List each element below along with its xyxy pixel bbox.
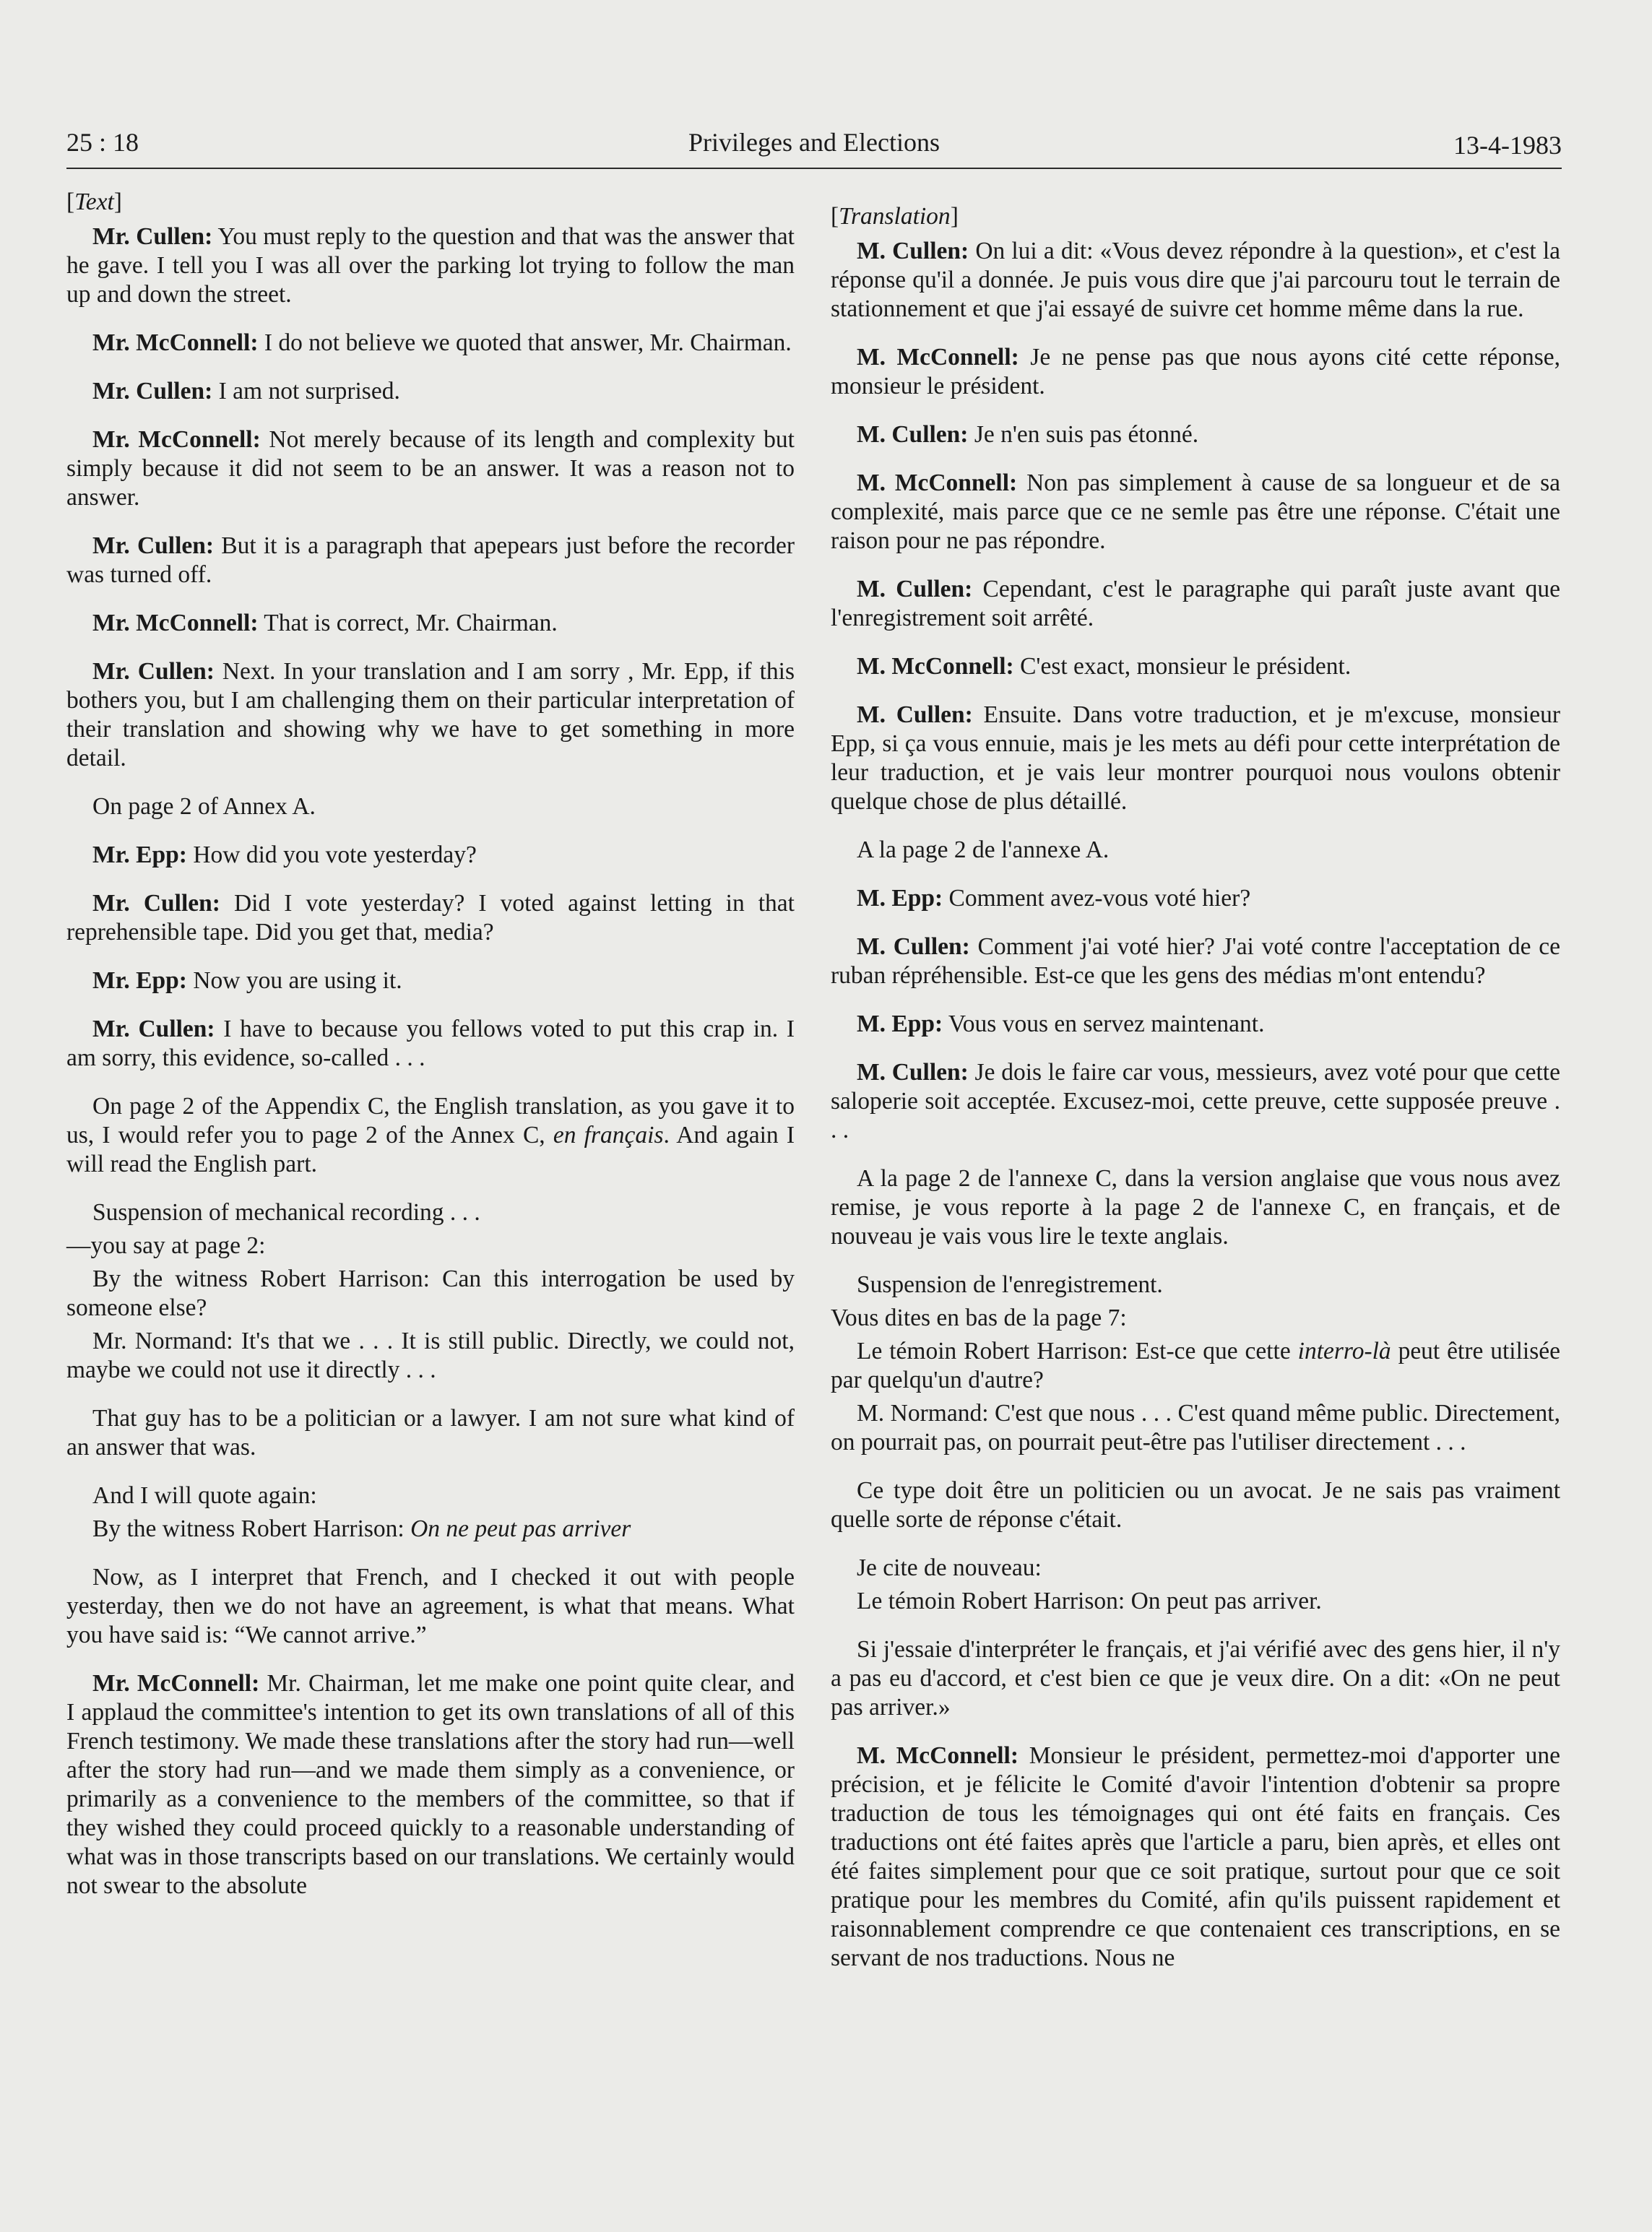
- page-reference-fr: Vous dites en bas de la page 7:: [831, 1305, 1127, 1331]
- speech-text: On page 2 of Annex A.: [92, 793, 316, 820]
- speaker-name: Mr. Epp:: [92, 842, 187, 868]
- witness-question: By the witness Robert Harrison: Can this interrogation be used by someone else?: [66, 1266, 795, 1321]
- dialogue-paragraph: [831, 420, 1560, 449]
- speech-text: I have to because you fellows voted to put this crap in. I am sorry, this evidence, so-called . . .: [66, 1016, 795, 1071]
- quote-intro-fr: Je cite de nouveau:: [857, 1554, 1042, 1581]
- speech-text: Vous vous en servez maintenant.: [943, 1011, 1265, 1037]
- left-column-english: [66, 188, 795, 1920]
- speaker-name: Mr. Cullen:: [92, 223, 213, 250]
- witness-quote: By the witness Robert Harrison: On ne peut pas arriver: [92, 1515, 631, 1542]
- speech-text: C'est exact, monsieur le président.: [1013, 653, 1352, 680]
- text-marker: [Text]: [66, 189, 122, 215]
- speaker-name: M. Cullen:: [857, 421, 969, 448]
- normand-reply: Mr. Normand: It's that we . . . It is still public. Directly, we could not, maybe we could not use it directly . . .: [66, 1328, 795, 1383]
- left-dialogue: [66, 222, 795, 1073]
- dialogue-paragraph: [831, 469, 1560, 555]
- speech-text: Ensuite. Dans votre traduction, et je m'excuse, monsieur Epp, si ça vous ennuie, mais je les mets au défi pour cette interprétation de leur traduction, et je vais leur montrer pourquoi nous voulons obtenir quelque chose de plus détaillé.: [831, 701, 1561, 815]
- speech-text: I am not surprised.: [212, 378, 400, 405]
- speech-text: That is correct, Mr. Chairman.: [258, 610, 558, 636]
- dialogue-paragraph: [66, 425, 795, 512]
- speaker-name: Mr. Cullen:: [92, 658, 215, 685]
- dialogue-paragraph: [831, 884, 1560, 913]
- speaker-name: M. McConnell:: [857, 470, 1018, 496]
- publication-title: Privileges and Elections: [688, 128, 940, 157]
- dialogue-paragraph: [831, 575, 1560, 633]
- dialogue-paragraph: [66, 1015, 795, 1073]
- speaker-name: Mr. Epp:: [92, 967, 187, 994]
- politician-remark: That guy has to be a politician or a lawyer. I am not sure what kind of an answer that was.: [66, 1405, 795, 1461]
- speech-text: You must reply to the question and that was the answer that he gave. I tell you I was all over the parking lot trying to follow the man up and down the street.: [66, 223, 795, 308]
- dialogue-paragraph: [831, 1058, 1560, 1145]
- dialogue-paragraph: [66, 532, 795, 589]
- speaker-name: Mr. McConnell:: [92, 426, 261, 453]
- speech-text: Je ne pense pas que nous ayons cité cette réponse, monsieur le président.: [831, 344, 1560, 399]
- right-dialogue: [831, 237, 1560, 1145]
- speaker-name: Mr. McConnell:: [92, 329, 259, 356]
- speaker-name: M. Cullen:: [857, 238, 969, 264]
- speaker-name: Mr. McConnell:: [92, 610, 259, 636]
- speech-text: Comment j'ai voté hier? J'ai voté contre l'acceptation de ce ruban répréhensible. Est-ce que les gens des médias m'ont entendu?: [831, 933, 1560, 989]
- mcconnell-final: Mr. McConnell: Mr. Chairman, let me make one point quite clear, and I applaud the committee's intention to get its own translations of all of this French testimony. We made these translations after the story had run—well after the story had run—and we made them simply as a convenience, or primarily as a convenience to the members of the committee, so that if they wished they could proceed quickly to a reasonable understanding of what was in those transcripts based on our translations. We certainly would not swear to the absolute: [66, 1670, 795, 1899]
- speech-text: Je dois le faire car vous, messieurs, avez voté pour que cette saloperie soit acceptée. Excusez-moi, cette preuve, cette supposée preuve . . .: [831, 1059, 1560, 1143]
- speaker-name: M. Cullen:: [857, 701, 973, 728]
- speech-text: Now you are using it.: [186, 967, 402, 994]
- speech-text: But it is a paragraph that apepears just before the recorder was turned off.: [66, 532, 795, 588]
- translation-marker: [Translation]: [831, 203, 959, 230]
- dialogue-paragraph: [66, 841, 795, 870]
- dialogue-paragraph: [831, 343, 1560, 401]
- normand-reply-fr: M. Normand: C'est que nous . . . C'est quand même public. Directement, on pourrait pas, on pourrait peut-être pas l'utiliser directement . . .: [831, 1400, 1560, 1455]
- suspension-note-fr: Suspension de l'enregistrement.: [857, 1271, 1163, 1298]
- speech-text: I do not believe we quoted that answer, Mr. Chairman.: [258, 329, 792, 356]
- speaker-name: Mr. Cullen:: [92, 1016, 215, 1042]
- speech-text: On lui a dit: «Vous devez répondre à la question», et c'est la réponse qu'il a donnée. Je puis vous dire que j'ai parcouru tout le terrain de stationnement et que j'ai essayé de suivre cet homme même dans la rue.: [831, 238, 1560, 322]
- dialogue-paragraph: [66, 609, 795, 638]
- dialogue-paragraph: [66, 966, 795, 995]
- speech-text: How did you vote yesterday?: [186, 842, 477, 868]
- speaker-name: M. Epp:: [857, 1011, 943, 1037]
- suspension-note: Suspension of mechanical recording . . .: [92, 1199, 480, 1226]
- dialogue-paragraph: [66, 377, 795, 406]
- dialogue-paragraph: [831, 701, 1560, 816]
- speaker-name: M. Cullen:: [857, 576, 973, 602]
- speaker-name: Mr. Cullen:: [92, 378, 213, 405]
- right-column-french: [831, 202, 1560, 1992]
- witness-question-fr: Le témoin Robert Harrison: Est-ce que cette interro-là peut être utilisée par quelqu'un d'autre?: [831, 1338, 1560, 1393]
- publication-date: 13-4-1983: [1453, 131, 1562, 160]
- speaker-name: Mr. Cullen:: [92, 532, 215, 559]
- appendix-paragraph: On page 2 of the Appendix C, the English translation, as you gave it to us, I would refer you to page 2 of the Annex C, en français. And again I will read the English part.: [66, 1093, 795, 1177]
- dialogue-paragraph: [831, 237, 1560, 324]
- dialogue-paragraph: [66, 792, 795, 821]
- speech-text: A la page 2 de l'annexe A.: [857, 836, 1110, 863]
- speech-text: Je n'en suis pas étonné.: [968, 421, 1199, 448]
- dialogue-paragraph: [66, 889, 795, 947]
- interpretation-paragraph-fr: Si j'essaie d'interpréter le français, et j'ai vérifié avec des gens hier, il n'y a pas eu d'accord, et c'est bien ce que je veux dire. On a dit: «On ne peut pas arriver.»: [831, 1636, 1560, 1721]
- witness-quote-fr: Le témoin Robert Harrison: On peut pas arriver.: [857, 1588, 1322, 1614]
- speech-text: Did I vote yesterday? I voted against letting in that reprehensible tape. Did you get that, media?: [66, 890, 795, 946]
- dialogue-paragraph: [831, 652, 1560, 681]
- appendix-paragraph-fr: A la page 2 de l'annexe C, dans la version anglaise que vous nous avez remise, je vous reporte à la page 2 de l'annexe C, en français, et de nouveau je vais vous lire le texte anglais.: [831, 1165, 1560, 1250]
- speaker-name: M. Cullen:: [857, 1059, 969, 1086]
- speaker-name: Mr. Cullen:: [92, 890, 220, 917]
- dialogue-paragraph: [831, 933, 1560, 990]
- speech-text: Next. In your translation and I am sorry , Mr. Epp, if this bothers you, but I am challenging them on their particular interpretation of their translation and showing why we have to get something in more detail.: [66, 658, 795, 771]
- speech-text: Comment avez-vous voté hier?: [943, 885, 1251, 912]
- interpretation-paragraph: Now, as I interpret that French, and I checked it out with people yesterday, then we do not have an agreement, is what that means. What you have said is: “We cannot arrive.”: [66, 1564, 795, 1648]
- speaker-name: M. Epp:: [857, 885, 943, 912]
- speech-text: Non pas simplement à cause de sa longueur et de sa complexité, mais parce que ce ne semle pas être une réponse. C'était une raison pour ne pas répondre.: [831, 470, 1561, 554]
- speech-text: Cependant, c'est le paragraphe qui paraît juste avant que l'enregistrement soit arrêté.: [831, 576, 1561, 631]
- mcconnell-final-fr: M. McConnell: Monsieur le président, permettez-moi d'apporter une précision, et je félicite le Comité d'avoir l'intention d'obtenir sa propre traduction de tous les témoignages qui ont été faits en français. Ces traductions ont été faites après que l'article a paru, bien après, et elles ont été faites simplement pour que ce soit pratique, surtout pour que ce soit pratique pour les membres du Comité, afin qu'ils puissent rapidement et raisonnablement comprendre ce que contenaient ces transcriptions, en se servant de nos traductions. Nous ne: [831, 1742, 1561, 1971]
- speaker-name: M. McConnell:: [857, 653, 1014, 680]
- dialogue-paragraph: [831, 836, 1560, 865]
- page-number: 25 : 18: [66, 128, 139, 157]
- speaker-name: M. McConnell:: [857, 344, 1019, 371]
- dialogue-paragraph: [66, 657, 795, 773]
- page-reference: —you say at page 2:: [66, 1232, 266, 1259]
- dialogue-paragraph: [66, 329, 795, 358]
- dialogue-paragraph: [831, 1010, 1560, 1039]
- quote-intro: And I will quote again:: [92, 1482, 317, 1509]
- page-header: [66, 124, 1562, 169]
- politician-remark-fr: Ce type doit être un politicien ou un avocat. Je ne sais pas vraiment quelle sorte de réponse c'était.: [831, 1477, 1560, 1533]
- speaker-name: M. Cullen:: [857, 933, 970, 960]
- dialogue-paragraph: [66, 222, 795, 309]
- speech-text: Not merely because of its length and complexity but simply because it did not seem to be an answer. It was a reason not to answer.: [66, 426, 795, 511]
